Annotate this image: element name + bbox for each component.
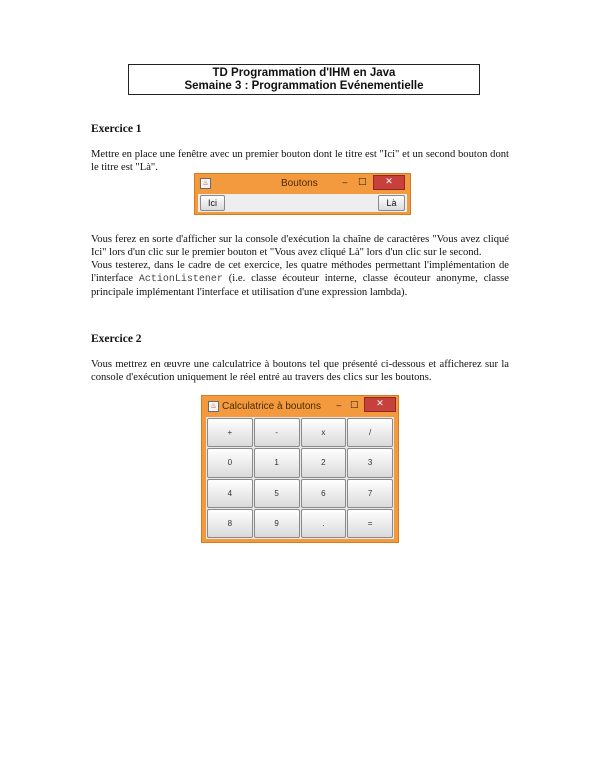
key-4[interactable]: 4 — [207, 479, 253, 508]
key-decimal-point[interactable]: . — [301, 509, 347, 538]
key-plus[interactable]: + — [207, 418, 253, 447]
action-listener-code: ActionListener — [138, 274, 223, 285]
boutons-window-titlebar[interactable] — [195, 174, 410, 193]
document-title: TD Programmation d'IHM en Java — [212, 67, 396, 79]
key-8[interactable]: 8 — [207, 509, 253, 538]
close-icon[interactable]: ✕ — [364, 397, 396, 412]
key-equals[interactable]: = — [347, 509, 393, 538]
exercise-1-body — [91, 233, 509, 299]
boutons-window-title: Boutons — [281, 178, 318, 189]
key-0[interactable]: 0 — [207, 448, 253, 477]
maximize-icon[interactable]: □ — [350, 400, 359, 410]
key-divide[interactable]: / — [347, 418, 393, 447]
calculatrice-window-titlebar[interactable] — [202, 396, 398, 416]
minimize-icon[interactable]: ‒ — [336, 401, 342, 411]
boutons-window-content — [198, 194, 407, 212]
key-5[interactable]: 5 — [254, 479, 300, 508]
la-button[interactable]: Là — [378, 195, 405, 211]
calculator-keypad — [206, 417, 394, 539]
key-9[interactable]: 9 — [254, 509, 300, 538]
calculatrice-window — [201, 395, 399, 543]
key-6[interactable]: 6 — [301, 479, 347, 508]
exercise-1-heading: Exercice 1 — [91, 123, 142, 135]
calculatrice-window-title: Calculatrice à boutons — [222, 401, 321, 412]
java-app-icon: ♨ — [200, 178, 211, 189]
exercise-1-para-3-end: (i.e. classe écouteur interne, classe écouteur anonyme, classe principale implémentant l'interface et utilisation d'une expression lambda). — [91, 273, 509, 298]
minimize-icon[interactable]: ‒ — [342, 178, 348, 188]
java-app-icon: ♨ — [208, 401, 219, 412]
key-7[interactable]: 7 — [347, 479, 393, 508]
exercise-1-para-1: Mettre en place une fenêtre avec un premier bouton dont le titre est "Ici" et un second bouton dont le titre est "Là". — [91, 149, 509, 173]
close-icon[interactable]: ✕ — [373, 175, 405, 190]
ici-button[interactable]: Ici — [200, 195, 225, 211]
key-3[interactable]: 3 — [347, 448, 393, 477]
exercise-1-intro — [91, 148, 509, 174]
document-title-box — [128, 64, 480, 95]
exercise-1-para-2: Vous ferez en sorte d'afficher sur la console d'exécution la chaîne de caractères "Vous avez cliqué Ici" lors d'un clic sur le premier bouton et "Vous avez cliqué Là" lors d'un clic sur le second. — [91, 234, 509, 258]
exercise-1-para-3-start: Vous testerez, dans le cadre de cet exercice, les quatre méthodes permettant l'implémentation de l'interface — [91, 260, 509, 284]
key-2[interactable]: 2 — [301, 448, 347, 477]
key-1[interactable]: 1 — [254, 448, 300, 477]
exercise-2-heading: Exercice 2 — [91, 333, 142, 345]
exercise-1-para-3 — [91, 259, 509, 299]
maximize-icon[interactable]: □ — [358, 177, 367, 187]
document-subtitle: Semaine 3 : Programmation Evénementielle — [184, 80, 424, 92]
key-minus[interactable]: - — [254, 418, 300, 447]
key-multiply[interactable]: x — [301, 418, 347, 447]
exercise-2-para: Vous mettrez en œuvre une calculatrice à boutons tel que présenté ci-dessous et afficherez sur la console d'exécution uniquement le réel entré au travers des clics sur les boutons. — [91, 359, 509, 383]
boutons-window — [194, 173, 411, 215]
exercise-2-body — [91, 358, 509, 384]
